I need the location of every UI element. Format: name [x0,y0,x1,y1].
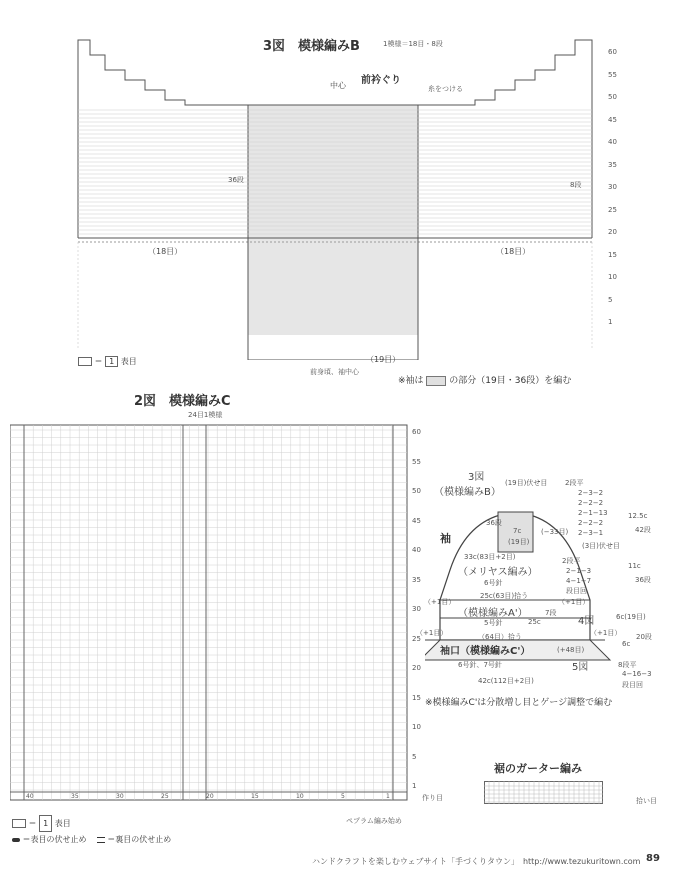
fig2-cast-on: 作り目 [422,794,443,802]
sl-dec-list [578,488,608,538]
sl-needle6: 6号針 [484,579,503,587]
sleeve-note-a: ※袖は [398,376,424,386]
sl-note: ※模様編みC'は分散増し目とゲージ調整で編む [425,698,613,708]
sl-w25b: 25c [528,618,541,626]
legend-bo-purl: ＝裏目の伏せ止め [107,835,172,844]
sl-dim-top: 12.5c [628,512,648,520]
garter-pick-up: 拾い目 [636,797,657,805]
legend-swatch [78,357,92,366]
sl-dec-3: 2−2−2 [578,519,604,527]
legend2-key: 1 [39,815,52,832]
fig3-front-back-center: 前身頃、袖中心 [310,368,359,376]
col-label: 30 [116,793,124,800]
sl-rows36b: 36段 [635,576,651,584]
row-label: 45 [608,115,617,124]
sl-c7: 7c [513,527,522,535]
row-label: 50 [608,93,617,101]
fig3-st18-left: （18目） [148,247,183,256]
sl-rows20: 20段 [636,633,652,641]
sl-sleeve: 袖 [440,532,451,545]
row-label: 25 [412,634,421,643]
legend2-eq: ＝ [28,819,37,828]
fig3-neckline: 前衿ぐり [361,75,401,86]
fig2-chart [10,420,410,810]
sl-c36: 36段 [486,519,502,527]
sl-w64: （64目）拾う [478,633,522,641]
fig3-st19: （19目） [366,355,401,364]
col-label: 5 [341,793,345,800]
fig3-title: 3図 模様編みB [263,39,360,54]
fig3-rows36: 36段 [228,176,244,184]
sl-dec-0: 2−3−2 [578,489,604,497]
row-label: 1 [608,318,613,326]
sl-w42: 42c(112目+2目) [478,677,534,685]
legend-eq: ＝ [94,357,103,366]
row-label: 20 [608,228,617,236]
sl-needle5: 5号針 [484,619,503,627]
sl-w33: 33c(83目+2目) [464,553,516,561]
sl-dec-2: 2−1−13 [578,509,608,517]
row-label: 25 [608,205,617,214]
fig3-chart [70,30,630,360]
footer-site: ハンドクラフトを楽しむウェブサイト「手づくりタウン」 http://www.tezukuritown.com [312,857,641,866]
fig3-st18-right: （18目） [496,247,531,256]
fig3-rows8: 8段 [570,181,582,189]
bind-off-purl-icon [97,837,105,843]
sl-c7b: 7段 [545,609,557,617]
row-label: 35 [412,575,421,584]
sl-fig5: 5図 [572,662,589,673]
sl-cuff: 袖口（模様編みC'） [440,646,531,657]
col-label: 1 [386,793,390,800]
fig3-legend [78,356,137,367]
sl-minus33: (−33目) [541,528,569,536]
row-label: 35 [608,160,617,169]
row-label: 40 [608,138,617,146]
sl-inc2b: 段目回 [622,681,643,689]
sleeve-note-b: の部分（19目・36段）を編む [449,376,572,386]
sl-plus48: (+48目) [557,646,585,654]
row-label: 15 [608,250,617,259]
sl-plus1c: （+1目） [416,629,448,637]
sl-pattern-b: （模様編みB） [434,487,501,498]
legend-bo-knit: ＝表目の伏せ止め [22,835,87,844]
garter-title: 裾のガーター編み [494,762,582,775]
sl-st-label: 2段平 [565,479,584,487]
row-label: 60 [608,48,617,56]
row-label: 10 [412,723,421,731]
col-label: 20 [206,793,214,800]
col-label: 10 [296,793,304,800]
sleeve-note-swatch [426,376,446,386]
row-label: 55 [608,70,617,79]
sl-rows42: 42段 [635,526,651,534]
col-label: 35 [71,793,79,800]
sl-bo3: (3目)伏せ目 [582,542,620,550]
legend2-label: 表目 [54,819,71,828]
sl-inc-1: 4−1−7 [566,577,592,585]
row-label: 45 [412,516,421,525]
fig2-title: 2図 模様編みC [134,394,231,409]
sl-plus1b: （+1目） [558,598,590,606]
sl-dim-11: 11c [628,562,641,570]
row-label: 40 [412,546,421,554]
garter-chart [484,781,614,805]
sl-w25: 25c(63目)拾う [480,592,529,600]
sl-inc-0: 2−1−3 [566,567,592,575]
sl-inc2: 4−16−3 [622,670,652,678]
page-number: 89 [646,853,660,864]
sl-rows8: 8段平 [618,661,637,669]
sl-pattern-a: （模様編みA'） [458,608,528,619]
legend-key: 1 [105,356,118,367]
row-label: 50 [412,487,421,495]
row-label: 1 [412,782,417,790]
legend-label: 表目 [120,357,137,366]
row-label: 20 [412,664,421,672]
fig2-repeat: 24目1模様 [188,411,223,419]
sl-dec-4: 2−3−1 [578,529,604,537]
fig2-legend [12,815,171,847]
fig3-gauge: 1模様＝18目・8段 [383,40,443,48]
row-label: 15 [412,693,421,702]
col-label: 15 [251,793,259,800]
sl-fig4: 4図 [578,616,595,627]
fig2-peplum-start: ペプラム編み始め [346,817,402,825]
bind-off-knit-icon [12,838,20,842]
row-label: 5 [608,295,613,304]
sl-dim-6b: 6c [622,640,631,648]
legend2-swatch [12,819,26,828]
sleeve-note [398,373,571,386]
fig3-center: 中心 [330,81,346,90]
row-label: 60 [412,428,421,436]
row-label: 10 [608,273,617,281]
sl-dec-1: 2−2−2 [578,499,604,507]
col-label: 40 [26,793,34,800]
row-label: 55 [412,457,421,466]
sl-plus1a: （+1目） [424,598,456,606]
sl-dim-6: 6c(19目) [616,613,646,621]
sl-c19: (19目) [508,538,530,546]
row-label: 30 [608,183,617,191]
col-label: 25 [161,793,169,800]
row-label: 30 [412,605,421,613]
sl-stockinette: （メリヤス編み） [458,567,538,578]
sl-inc-list [566,566,591,596]
sl-inc-2: 段目回 [566,587,587,595]
sl-bo19: (19目)伏せ目 [505,479,548,487]
sl-fig3-ref: 3図 [468,472,485,483]
row-label: 5 [412,752,417,761]
sl-inc-label: 2段平 [562,557,581,565]
sl-needle67: 6号針、7号針 [458,661,502,669]
sl-plus1d: （+1目） [590,629,622,637]
fig3-attach-yarn: 糸をつける [428,85,463,93]
